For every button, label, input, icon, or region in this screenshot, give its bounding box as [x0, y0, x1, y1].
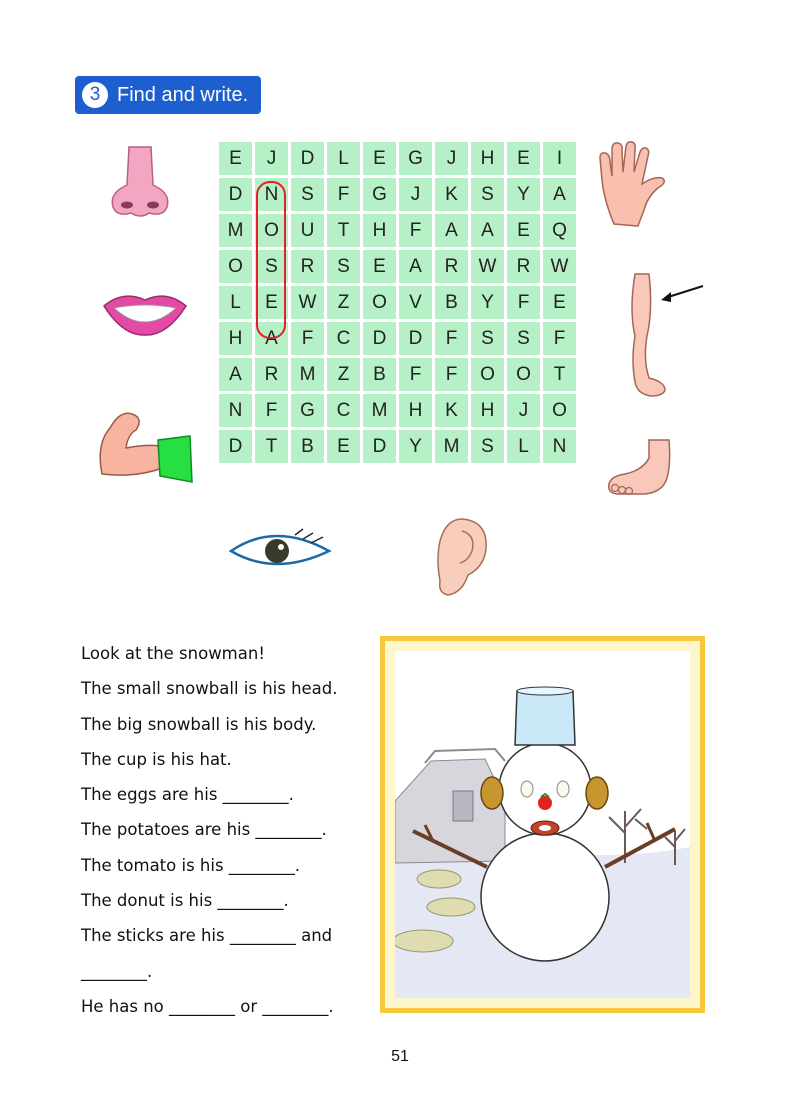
reading-line: The potatoes are his ________. — [81, 820, 327, 840]
word-search-grid — [219, 142, 576, 463]
grid-cell: G — [399, 142, 432, 175]
grid-cell: K — [435, 178, 468, 211]
grid-cell: M — [291, 358, 324, 391]
reading-text — [81, 636, 381, 1024]
grid-cell: O — [363, 286, 396, 319]
grid-cell: B — [435, 286, 468, 319]
grid-cell: K — [435, 394, 468, 427]
grid-cell: O — [255, 214, 288, 247]
grid-cell: N — [543, 430, 576, 463]
page-number: 51 — [391, 1048, 409, 1065]
grid-cell: R — [255, 358, 288, 391]
grid-cell: E — [255, 286, 288, 319]
grid-cell: M — [363, 394, 396, 427]
grid-cell: D — [363, 322, 396, 355]
grid-cell: J — [399, 178, 432, 211]
grid-cell: Y — [507, 178, 540, 211]
grid-cell: A — [399, 250, 432, 283]
grid-cell: W — [291, 286, 324, 319]
grid-cell: O — [471, 358, 504, 391]
exercise-instruction: Find and write. — [117, 83, 249, 106]
grid-cell: E — [363, 142, 396, 175]
grid-cell: F — [327, 178, 360, 211]
foot-icon — [605, 438, 677, 498]
grid-cell: E — [219, 142, 252, 175]
grid-cell: V — [399, 286, 432, 319]
grid-cell: M — [219, 214, 252, 247]
grid-cell: E — [507, 142, 540, 175]
grid-cell: D — [399, 322, 432, 355]
grid-cell: E — [363, 250, 396, 283]
grid-cell: F — [435, 358, 468, 391]
grid-cell: B — [291, 430, 324, 463]
hand-icon — [596, 140, 671, 230]
grid-cell: A — [471, 214, 504, 247]
grid-cell: A — [435, 214, 468, 247]
grid-cell: R — [291, 250, 324, 283]
grid-cell: S — [255, 250, 288, 283]
grid-cell: D — [291, 142, 324, 175]
grid-cell: S — [471, 430, 504, 463]
grid-cell: Y — [399, 430, 432, 463]
grid-cell: F — [543, 322, 576, 355]
grid-cell: O — [507, 358, 540, 391]
reading-line: Look at the snowman! — [81, 644, 265, 663]
reading-line: The cup is his hat. — [81, 749, 232, 769]
grid-cell: S — [471, 322, 504, 355]
grid-cell: D — [363, 430, 396, 463]
exercise-number: 3 — [82, 82, 108, 108]
grid-cell: Y — [471, 286, 504, 319]
grid-cell: Z — [327, 358, 360, 391]
grid-cell: C — [327, 394, 360, 427]
grid-cell: B — [363, 358, 396, 391]
grid-cell: J — [435, 142, 468, 175]
grid-cell: R — [507, 250, 540, 283]
grid-cell: N — [219, 394, 252, 427]
grid-cell: D — [219, 178, 252, 211]
grid-cell: O — [219, 250, 252, 283]
snowman-picture-frame — [380, 636, 705, 1013]
grid-cell: J — [255, 142, 288, 175]
exercise-heading — [75, 76, 261, 114]
grid-cell: O — [543, 394, 576, 427]
grid-cell: A — [219, 358, 252, 391]
reading-line: The tomato is his ________. — [81, 855, 301, 875]
grid-cell: T — [543, 358, 576, 391]
grid-cell: W — [471, 250, 504, 283]
grid-cell: F — [435, 322, 468, 355]
grid-cell: H — [363, 214, 396, 247]
grid-cell: T — [327, 214, 360, 247]
reading-line: ________. — [81, 961, 153, 981]
grid-cell: I — [543, 142, 576, 175]
grid-cell: G — [363, 178, 396, 211]
grid-cell: E — [327, 430, 360, 463]
grid-cell: T — [255, 430, 288, 463]
grid-cell: L — [219, 286, 252, 319]
grid-cell: L — [507, 430, 540, 463]
grid-cell: A — [543, 178, 576, 211]
grid-cell: R — [435, 250, 468, 283]
grid-cell: S — [471, 178, 504, 211]
grid-cell: J — [507, 394, 540, 427]
reading-line: The sticks are his ________ and — [81, 926, 333, 946]
grid-cell: Q — [543, 214, 576, 247]
grid-cell: G — [291, 394, 324, 427]
eye-icon — [225, 525, 335, 575]
reading-line: The donut is his ________. — [81, 891, 289, 911]
grid-cell: S — [291, 178, 324, 211]
grid-cell: H — [471, 142, 504, 175]
grid-cell: U — [291, 214, 324, 247]
grid-cell: C — [327, 322, 360, 355]
leg-icon — [625, 270, 707, 400]
grid-cell: A — [255, 322, 288, 355]
mouth-icon — [101, 288, 189, 338]
arm-icon — [96, 404, 196, 486]
reading-line: The eggs are his ________. — [81, 785, 294, 805]
nose-icon — [105, 145, 175, 220]
grid-cell: F — [255, 394, 288, 427]
grid-cell: E — [543, 286, 576, 319]
grid-cell: H — [399, 394, 432, 427]
grid-cell: S — [507, 322, 540, 355]
grid-cell: N — [255, 178, 288, 211]
grid-cell: F — [399, 214, 432, 247]
ear-icon — [432, 515, 492, 600]
grid-cell: F — [291, 322, 324, 355]
grid-cell: S — [327, 250, 360, 283]
grid-cell: M — [435, 430, 468, 463]
grid-cell: W — [543, 250, 576, 283]
grid-cell: H — [471, 394, 504, 427]
grid-cell: L — [327, 142, 360, 175]
reading-line: The big snowball is his body. — [81, 714, 317, 734]
grid-cell: D — [219, 430, 252, 463]
reading-line: He has no ________ or ________. — [81, 996, 334, 1016]
grid-cell: F — [399, 358, 432, 391]
grid-cell: H — [219, 322, 252, 355]
reading-line: The small snowball is his head. — [81, 679, 338, 699]
snowman-illustration — [395, 651, 690, 998]
grid-cell: Z — [327, 286, 360, 319]
grid-cell: E — [507, 214, 540, 247]
grid-cell: F — [507, 286, 540, 319]
